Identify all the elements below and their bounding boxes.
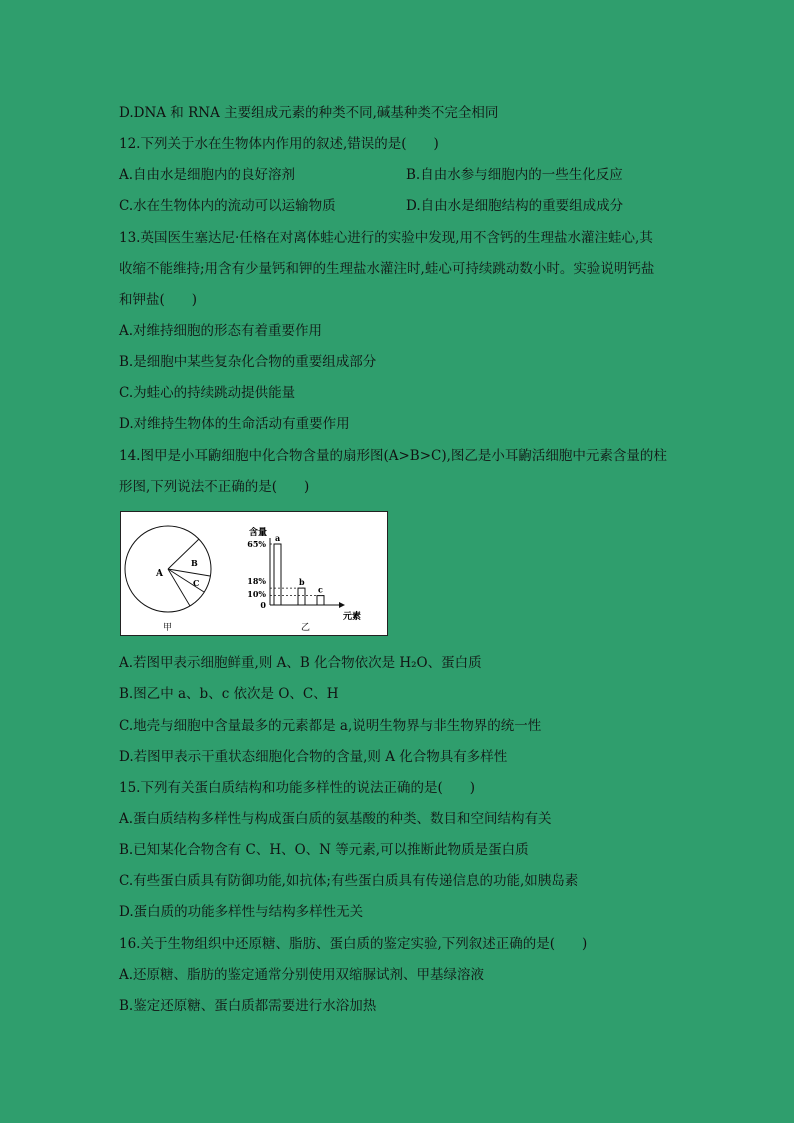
question-14-option-c: C.地壳与细胞中含量最多的元素都是 a,说明生物界与非生物界的统一性: [119, 718, 542, 734]
bar-tick-65: 65%: [247, 539, 266, 549]
bar-label-c: c: [318, 584, 323, 595]
question-14-option-d: D.若图甲表示干重状态细胞化合物的含量,则 A 化合物具有多样性: [119, 749, 508, 765]
bar-label-a: a: [275, 533, 281, 543]
question-13-option-b: B.是细胞中某些复杂化合物的重要组成部分: [119, 354, 377, 370]
question-13-line-2: 收缩不能维持;用含有少量钙和钾的生理盐水灌注时,蛙心可持续跳动数小时。实验说明钙盐: [119, 261, 655, 277]
bar-x-axis-arrow: [339, 602, 345, 608]
question-16-option-a: A.还原糖、脂肪的鉴定通常分别使用双缩脲试剂、甲基绿溶液: [119, 967, 485, 983]
question-16: 16.关于生物组织中还原糖、脂肪、蛋白质的鉴定实验,下列叙述正确的是( ): [119, 936, 588, 952]
pie-chart: [125, 526, 211, 633]
question-12-option-a: A.自由水是细胞内的良好溶剂: [119, 167, 296, 183]
question-13-line-3: 和钾盐( ): [119, 292, 198, 308]
question-15-option-d: D.蛋白质的功能多样性与结构多样性无关: [119, 904, 364, 920]
bar-tick-0: 0: [260, 600, 266, 610]
bar-ylabel: 含量: [249, 528, 268, 538]
bar-label-b: b: [299, 577, 305, 588]
question-14-line-1: 14.图甲是小耳鼩细胞中化合物含量的扇形图(A>B>C),图乙是小耳鼩活细胞中元素含量的柱: [119, 448, 667, 464]
bar-tick-18: 18%: [247, 576, 266, 586]
question-13-option-c: C.为蛙心的持续跳动提供能量: [119, 385, 296, 401]
bar-xlabel: 元素: [343, 612, 362, 622]
question-14-option-a: A.若图甲表示细胞鲜重,则 A、B 化合物依次是 H₂O、蛋白质: [119, 655, 482, 671]
pie-caption: 甲: [163, 623, 173, 633]
question-15: 15.下列有关蛋白质结构和功能多样性的说法正确的是( ): [119, 780, 476, 796]
question-15-option-b: B.已知某化合物含有 C、H、O、N 等元素,可以推断此物质是蛋白质: [119, 842, 529, 858]
question-15-option-c: C.有些蛋白质具有防御功能,如抗体;有些蛋白质具有传递信息的功能,如胰岛素: [119, 873, 579, 889]
pie-divider-4: [168, 569, 190, 606]
question-14-option-b: B.图乙中 a、b、c 依次是 O、C、H: [119, 686, 339, 702]
question-15-option-a: A.蛋白质结构多样性与构成蛋白质的氨基酸的种类、数目和空间结构有关: [119, 811, 552, 827]
question-13-option-a: A.对维持细胞的形态有着重要作用: [119, 323, 323, 339]
bar-c: [317, 596, 324, 605]
pie-label-b: B: [191, 558, 198, 568]
option-d-prev: D.DNA 和 RNA 主要组成元素的种类不同,碱基种类不完全相同: [119, 105, 499, 121]
question-13-line-1: 13.英国医生塞达尼·任格在对离体蛙心进行的实验中发现,用不含钙的生理盐水灌注蛙心,其: [119, 230, 653, 246]
bar-b: [298, 588, 305, 605]
pie-label-c: C: [193, 578, 200, 588]
question-16-option-b: B.鉴定还原糖、蛋白质都需要进行水浴加热: [119, 998, 377, 1014]
question-12-option-b: B.自由水参与细胞内的一些生化反应: [406, 167, 623, 183]
question-12-option-c: C.水在生物体内的流动可以运输物质: [119, 198, 336, 214]
question-12-option-d: D.自由水是细胞结构的重要组成成分: [406, 198, 624, 214]
pie-label-a: A: [156, 569, 163, 579]
question-14-figure: [120, 511, 388, 636]
bar-chart: [247, 526, 361, 633]
question-12: 12.下列关于水在生物体内作用的叙述,错误的是( ): [119, 136, 439, 152]
figure-svg: [121, 512, 387, 635]
bar-caption: 乙: [301, 623, 311, 633]
question-14-line-2: 形图,下列说法不正确的是( ): [119, 479, 310, 495]
question-13-option-d: D.对维持生物体的生命活动有重要作用: [119, 416, 350, 432]
bar-tick-10: 10%: [247, 589, 266, 599]
